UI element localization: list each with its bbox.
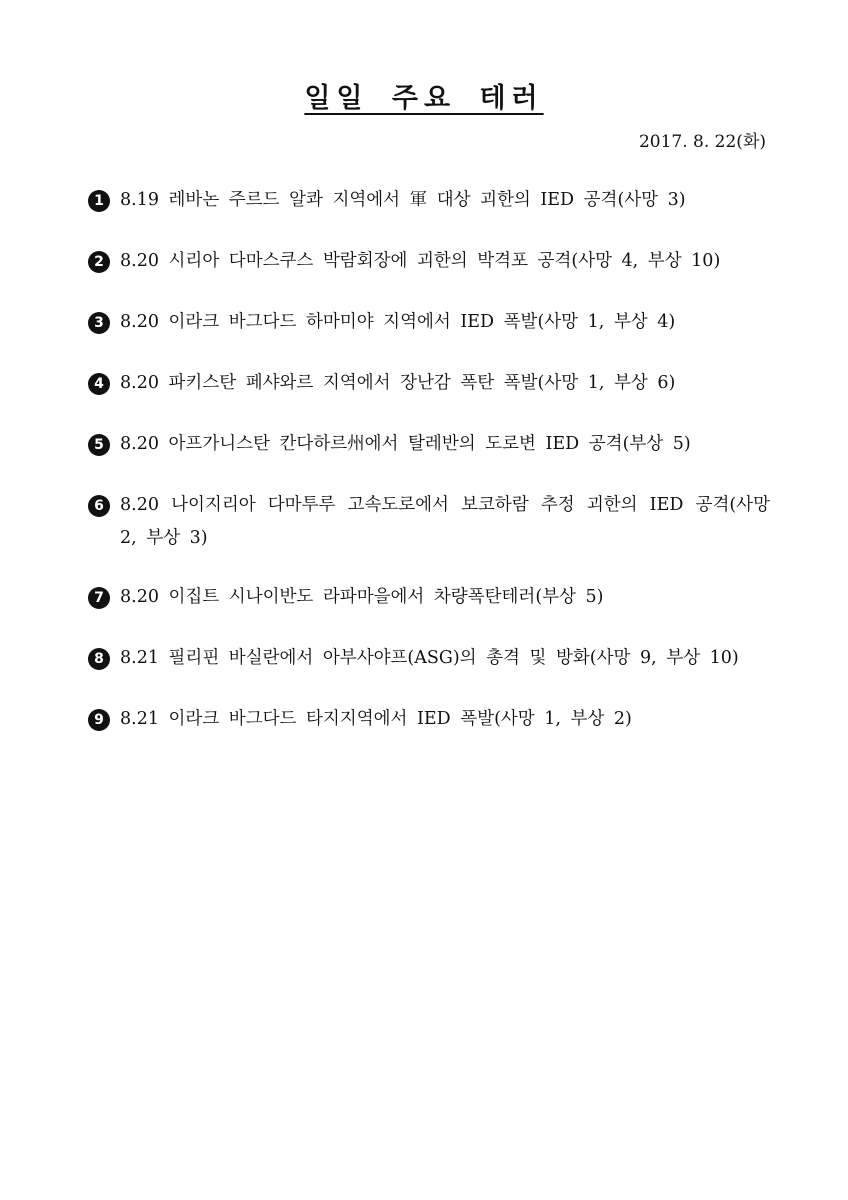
item-text: 8.21 이라크 바그다드 타지지역에서 IED 폭발(사망 1, 부상 2) [120,709,632,729]
list-item [88,642,770,675]
page-title: 일일 주요 테러 [304,83,544,114]
list-item [88,581,770,614]
list-item [88,245,770,278]
list-item [88,428,770,461]
item-number-badge: 2 [88,251,110,273]
item-text: 8.19 레바논 주르드 알콰 지역에서 軍 대상 괴한의 IED 공격(사망 3) [120,190,686,210]
item-text: 8.20 파키스탄 페샤와르 지역에서 장난감 폭탄 폭발(사망 1, 부상 6) [120,373,676,393]
item-number-badge: 7 [88,587,110,609]
list-item [88,489,770,555]
item-number-badge: 6 [88,495,110,517]
item-number-badge: 4 [88,373,110,395]
item-number-badge: 5 [88,434,110,456]
incident-list [88,184,770,764]
item-text: 8.20 아프가니스탄 칸다하르州에서 탈레반의 도로변 IED 공격(부상 5) [120,434,691,454]
list-item [88,306,770,339]
list-item [88,184,770,217]
item-number-badge: 1 [88,190,110,212]
item-number-badge: 9 [88,709,110,731]
report-date: 2017. 8. 22(화) [638,132,766,152]
item-text: 8.20 나이지리아 다마투루 고속도로에서 보코하람 추정 괴한의 IED 공격(사망 2, 부상 3) [120,495,770,548]
item-text: 8.21 필리핀 바실란에서 아부사야프(ASG)의 총격 및 방화(사망 9, 부상 10) [120,648,739,668]
item-text: 8.20 이라크 바그다드 하마미야 지역에서 IED 폭발(사망 1, 부상 4) [120,312,676,332]
list-item [88,367,770,400]
item-text: 8.20 시리아 다마스쿠스 박람회장에 괴한의 박격포 공격(사망 4, 부상 10) [120,251,721,271]
item-text: 8.20 이집트 시나이반도 라파마을에서 차량폭탄테러(부상 5) [120,587,604,607]
item-number-badge: 8 [88,648,110,670]
item-number-badge: 3 [88,312,110,334]
list-item [88,703,770,736]
